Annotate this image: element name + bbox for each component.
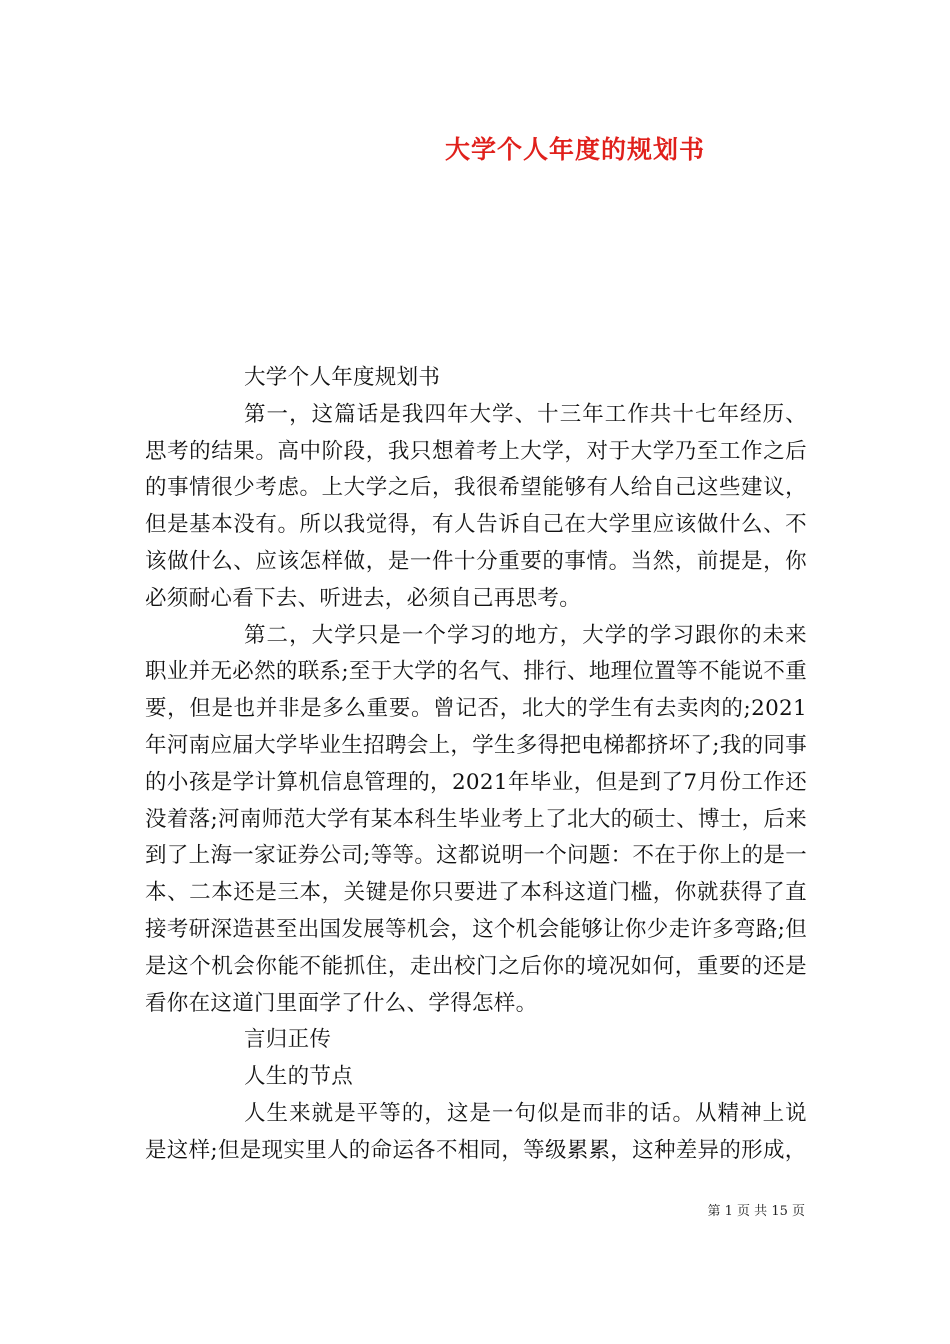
paragraph-section-heading: 言归正传 [244, 1027, 332, 1053]
paragraph-subtitle: 大学个人年度规划书 [244, 365, 441, 390]
document-title: 大学个人年度的规划书 [444, 135, 705, 164]
document-body [145, 360, 807, 1170]
paragraph-life-nodes-heading: 人生的节点 [244, 1064, 354, 1090]
paragraph-life-nodes: 人生来就是平等的，这是一句似是而非的话。从精神上说是这样;但是现实里人的命运各不相同，等级累累，这种差异的形成， [145, 1100, 807, 1163]
page-number: 第 1 页 共 15 页 [707, 1204, 805, 1219]
paragraph-first-point: 第一，这篇话是我四年大学、十三年工作共十七年经历、思考的结果。高中阶段，我只想着考上大学，对于大学乃至工作之后的事情很少考虑。上大学之后，我很希望能够有人给自己这些建议，但是基本没有。所以我觉得，有人告诉自己在大学里应该做什么、不该做什么、应该怎样做，是一件十分重要的事情。当然，前提是，你必须耐心看下去、听进去，必须自己再思考。 [145, 401, 807, 611]
paragraph-second-point: 第二，大学只是一个学习的地方，大学的学习跟你的未来职业并无必然的联系;至于大学的名气、排行、地理位置等不能说不重要，但是也并非是多么重要。曾记否，北大的学生有去卖肉的;2021年河南应届大学毕业生招聘会上，学生多得把电梯都挤坏了;我的同事的小孩是学计算机信息管理的，2021年毕业，但是到了7月份工作还没着落;河南师范大学有某本科生毕业考上了北大的硕士、博士，后来到了上海一家证券公司;等等。这都说明一个问题：不在于你上的是一本、二本还是三本，关键是你只要进了本科这道门槛，你就获得了直接考研深造甚至出国发展等机会，这个机会能够让你少走许多弯路;但是这个机会你能不能抓住，走出校门之后你的境况如何，重要的还是看你在这道门里面学了什么、学得怎样。 [145, 622, 807, 1016]
